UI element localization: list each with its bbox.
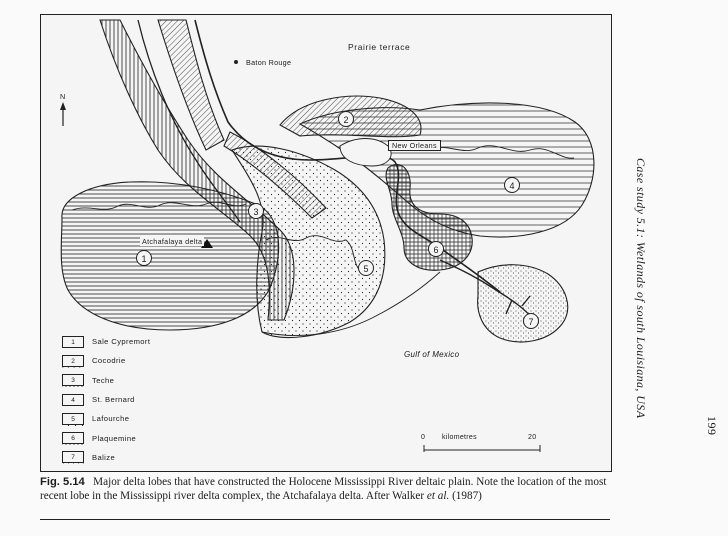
legend-num: 5: [71, 415, 75, 423]
legend-item-teche: [62, 371, 202, 390]
figure-number: Fig. 5.14: [40, 476, 85, 488]
legend-item-sale-cypremort: [62, 332, 202, 351]
legend-label: Cocodrie: [92, 356, 126, 366]
legend-label: Teche: [92, 375, 115, 385]
caption-authors: et al.: [426, 489, 450, 502]
scale-start: 0: [421, 434, 426, 441]
lobe-marker-2: 2: [338, 111, 354, 127]
lobe-7-balize: [478, 265, 568, 342]
atchafalaya-delta-label: Atchafalaya delta: [142, 237, 203, 246]
legend-num: 1: [71, 338, 75, 346]
scale-end: 20: [528, 434, 537, 441]
north-label: N: [60, 92, 66, 101]
gulf-of-mexico-label: Gulf of Mexico: [404, 350, 460, 359]
lobe-marker-3: 3: [248, 203, 264, 219]
legend-swatch: [62, 355, 84, 367]
map-legend: [62, 332, 202, 467]
legend-label: Balize: [92, 452, 116, 462]
legend-item-plaquemine: [62, 428, 202, 447]
legend-item-st-bernard: [62, 390, 202, 409]
legend-item-lafourche: [62, 409, 202, 428]
legend-num: 7: [71, 454, 75, 462]
scale-unit-label: kilometres: [442, 434, 477, 441]
legend-label: Sale Cypremort: [92, 337, 151, 347]
lobe-marker-1: 1: [136, 250, 152, 266]
caption-year: (1987): [452, 489, 482, 502]
new-orleans-label: New Orleans: [388, 140, 441, 151]
lobe-marker-4: 4: [504, 177, 520, 193]
lobe-marker-7: 7: [523, 313, 539, 329]
prairie-terrace-label: Prairie terrace: [348, 42, 411, 52]
lobe-marker-5: 5: [358, 260, 374, 276]
legend-num: 2: [71, 357, 75, 365]
legend-swatch: [62, 413, 84, 425]
legend-item-balize: [62, 448, 202, 467]
lake-pontchartrain: [340, 139, 391, 167]
baton-rouge-label: Baton Rouge: [246, 58, 292, 67]
lobe-marker-6: 6: [428, 241, 444, 257]
page-number: 199: [705, 416, 719, 436]
legend-label: Lafourche: [92, 414, 130, 424]
baton-rouge-dot: [234, 60, 238, 64]
legend-swatch: [62, 432, 84, 444]
legend-item-cocodrie: [62, 351, 202, 370]
legend-num: 4: [71, 396, 75, 404]
legend-swatch: [62, 451, 84, 463]
running-title: Case study 5.1: Wetlands of south Louisiana, USA: [634, 158, 648, 419]
legend-label: St. Bernard: [92, 395, 135, 405]
legend-swatch: [62, 394, 84, 406]
figure-caption: [40, 476, 614, 503]
north-arrow-head: [60, 102, 66, 110]
legend-swatch: [62, 336, 84, 348]
caption-rule: [40, 519, 610, 520]
legend-swatch: [62, 374, 84, 386]
caption-text: Major delta lobes that have constructed the Holocene Mississippi River deltaic plain. Note the location of the most recent lobe in the Mississippi river delta complex, the Atchafalaya delta. After Walker: [40, 476, 607, 502]
legend-label: Plaquemine: [92, 433, 137, 443]
legend-num: 3: [71, 377, 75, 385]
legend-num: 6: [71, 435, 75, 443]
